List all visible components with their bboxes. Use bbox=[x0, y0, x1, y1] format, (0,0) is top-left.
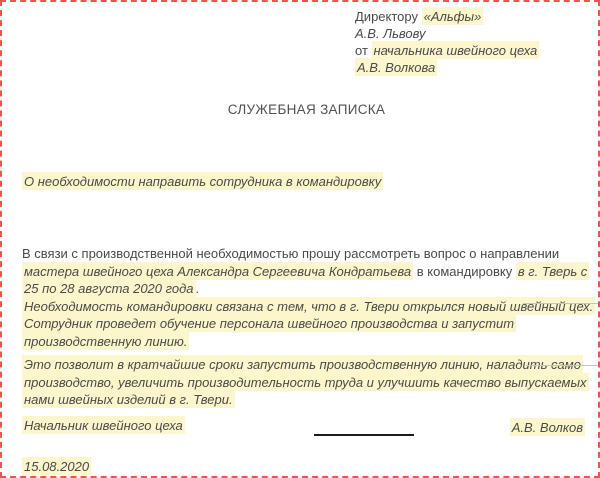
addressee-block bbox=[355, 8, 539, 76]
benefit-highlight-line2: производство, увеличить производительность труда и улучшить качество выпускаемых bbox=[24, 374, 587, 390]
date-highlight: 15.08.2020 bbox=[24, 459, 90, 474]
company-name-highlight: «Альфы» bbox=[423, 9, 482, 24]
task-highlight-line2: производственную линию. bbox=[24, 333, 188, 349]
reason-highlight: Необходимость командировки связана с тем, что в г. Твери открылся новый швейный цех. bbox=[24, 298, 594, 314]
addressee-director-name: А.В. Львову bbox=[355, 26, 426, 41]
body-line bbox=[22, 356, 589, 374]
body-line bbox=[22, 333, 595, 351]
body-paragraph-1 bbox=[22, 245, 595, 350]
body-line bbox=[22, 263, 595, 281]
task-highlight-line1: Сотрудник проведет обучение персонала швейного производства и запустит bbox=[24, 316, 515, 331]
dates-highlight: 25 по 28 августа 2020 года bbox=[24, 281, 194, 296]
signature-position bbox=[22, 418, 185, 433]
destination-highlight: в г. Тверь с bbox=[517, 263, 588, 279]
sender-name-highlight: А.В. Волкова bbox=[357, 60, 436, 75]
body-line bbox=[22, 280, 595, 298]
subject-highlight: О необходимости направить сотрудника в командировку bbox=[24, 174, 382, 189]
addressee-director-prefix: Директору bbox=[355, 9, 422, 24]
memo-title: СЛУЖЕБНАЯ ЗАПИСКА bbox=[227, 102, 386, 117]
signature-position-highlight: Начальник швейного цеха bbox=[24, 418, 183, 433]
addressee-line-from bbox=[355, 42, 539, 59]
date-label bbox=[22, 459, 91, 474]
sender-position-highlight: начальника швейного цеха bbox=[373, 43, 538, 58]
body-plain-text: в командировку bbox=[413, 263, 516, 279]
sender-name-line bbox=[355, 59, 539, 76]
benefit-highlight-line3: нами швейных изделий в г. Твери. bbox=[24, 392, 233, 407]
employee-name-highlight: мастера швейного цеха Александра Сергеевича Кондратьева bbox=[24, 263, 412, 279]
addressee-line-director bbox=[355, 8, 539, 25]
signature-name-highlight: А.В. Волков bbox=[511, 420, 583, 435]
annotation-leader-line-2 bbox=[526, 365, 598, 366]
benefit-highlight-line1: Это позволит в кратчайшие сроки запустить производственную линию, наладить само bbox=[24, 357, 581, 372]
body-line bbox=[22, 315, 595, 333]
body-line: В связи с производственной необходимостью прошу рассмотреть вопрос о направлении bbox=[22, 246, 560, 261]
annotation-leader-line-1 bbox=[523, 303, 598, 304]
signature-name bbox=[510, 420, 585, 435]
subject-line bbox=[22, 174, 383, 189]
body-line bbox=[22, 298, 595, 316]
addressee-from-prefix: от bbox=[355, 43, 372, 58]
body-paragraph-2 bbox=[22, 356, 589, 409]
signature-line bbox=[314, 434, 414, 436]
body-line bbox=[22, 374, 589, 392]
body-line bbox=[22, 391, 589, 409]
body-plain-text: . bbox=[195, 281, 200, 296]
